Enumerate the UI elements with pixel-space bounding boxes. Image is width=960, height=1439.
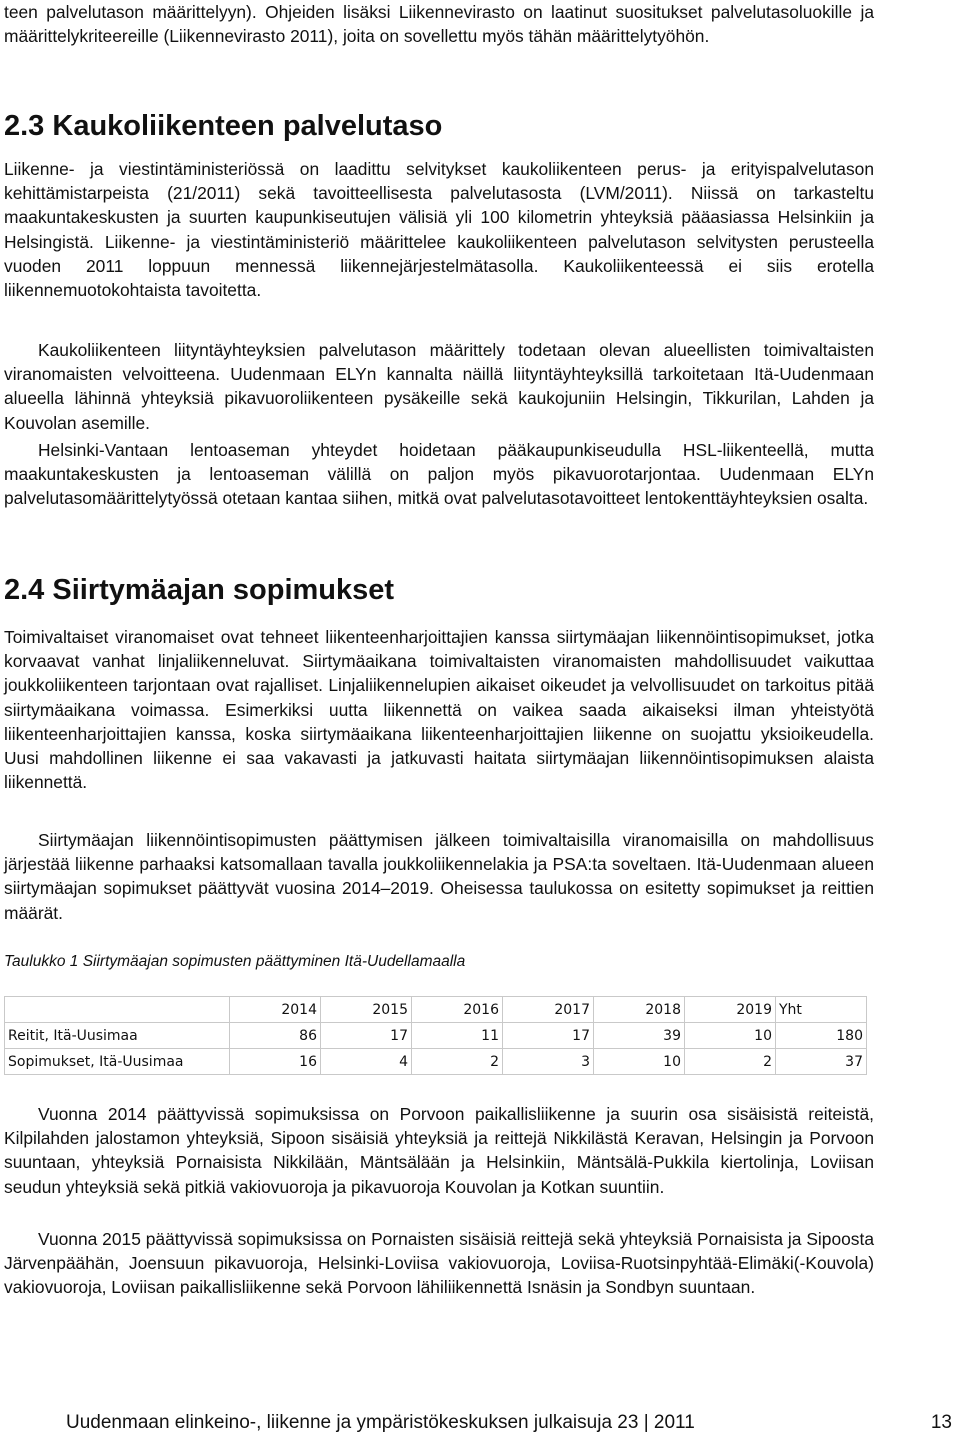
- row-label: Sopimukset, Itä-Uusimaa: [5, 1049, 230, 1075]
- page-number: 13: [930, 1412, 952, 1433]
- table-corner-cell: [5, 997, 230, 1023]
- table-cell: 86: [230, 1023, 321, 1049]
- table-cell: 17: [321, 1023, 412, 1049]
- row-label: Reitit, Itä-Uusimaa: [5, 1023, 230, 1049]
- year-header: 2016: [412, 997, 503, 1023]
- section-2-3-paragraph-3: Helsinki-Vantaan lentoaseman yhteydet hoidetaan pääkaupunkiseudulla HSL-liikenteellä, mutta maakuntakeskusten ja lentoaseman välillä on paljon myös pikavuorotarjontaa. Uudenmaan ELYn palvelutasomäärittelytyössä otetaan kantaa siihen, mitkä ovat palvelutasotavoitteet lentokenttäyhteyksien osalta.: [4, 440, 874, 509]
- after-table-paragraph-1: Vuonna 2014 päättyvissä sopimuksissa on Porvoon paikallisliikenne ja suurin osa sisäisistä reiteistä, Kilpilahden jalostamon yhteyksiä, Sipoon sisäisiä yhteyksiä ja reittejä Nikkilästä Keravan, Helsingin ja Porvoon suuntaan, yhteyksiä Pornaisista Nikkilään, Mäntsälään ja Helsinkiin, Mäntsälä-Pukkila kiertolinja, Loviisan seudun yhteyksiä sekä pitkiä vakiovuoroja ja pikavuoroja Kouvolan ja Kotkan suuntiin.: [4, 1104, 874, 1197]
- year-header: 2014: [230, 997, 321, 1023]
- total-header: Yht: [776, 997, 867, 1023]
- table-cell: 3: [503, 1049, 594, 1075]
- year-header: 2015: [321, 997, 412, 1023]
- table-cell: 4: [321, 1049, 412, 1075]
- contracts-table: [4, 996, 867, 1075]
- table-row: [5, 1049, 867, 1075]
- year-header: 2018: [594, 997, 685, 1023]
- table-cell: 17: [503, 1023, 594, 1049]
- section-heading-2-3: 2.3 Kaukoliikenteen palvelutaso: [4, 110, 443, 142]
- year-header: 2017: [503, 997, 594, 1023]
- after-table-paragraph-2: Vuonna 2015 päättyvissä sopimuksissa on Pornaisten sisäisiä reittejä sekä yhteyksiä Pornaisista ja Sipoosta Järvenpäähän, Joensuun pikavuoroja, Helsinki-Loviisa vakiovuoroja, Loviisa-Ruotsinpyhtää-Elimäki(-Kouvola) vakiovuoroja, Loviisan paikallisliikenne sekä Porvoon lähiliikennettä Isnäsin ja Sondbyn suuntaan.: [4, 1229, 874, 1298]
- section-2-4-paragraph-2: Siirtymäajan liikennöintisopimusten päättymisen jälkeen toimivaltaisilla viranomaisilla on mahdollisuus järjestää liikenne parhaaksi katsomallaan tavalla joukkoliikennelakia ja PSA:ta soveltaen. Itä-Uudenmaan alueen siirtymäajan sopimukset päättyvät vuosina 2014–2019. Oheisessa taulukossa on esitetty sopimukset ja reittien määrät.: [4, 830, 874, 923]
- footer-publication: Uudenmaan elinkeino-, liikenne ja ympäristökeskuksen julkaisuja 23 | 2011: [66, 1412, 695, 1433]
- table-cell: 10: [594, 1049, 685, 1075]
- table-cell: 39: [594, 1023, 685, 1049]
- table-cell: 16: [230, 1049, 321, 1075]
- table-cell: 10: [685, 1023, 776, 1049]
- section-heading-2-4: 2.4 Siirtymäajan sopimukset: [4, 574, 395, 606]
- table-row: [5, 1023, 867, 1049]
- table-cell: 11: [412, 1023, 503, 1049]
- section-2-4-paragraph-1: Toimivaltaiset viranomaiset ovat tehneet liikenteenharjoittajien kanssa siirtymäajan liikennöintisopimukset, jotka korvaavat vanhat linjaliikenneluvat. Siirtymäaikana toimivaltaisten viranomaisten mahdollisuudet vaikuttaa joukkoliikenteen tarjontaan ovat rajalliset. Linjaliikennelupien aikaiset oikeudet ja velvollisuudet on tarkoitus pitää siirtymäaikana voimassa. Esimerkiksi uutta liikennettä on vaikea saada aikaiseksi ilman yhteistyötä liikenteenharjoittajien kanssa, koska siirtymäaikana liikenteenharjoittajien liikenne on suojattu yksioikeudella. Uusi mahdollinen liikenne ei saa vakavasti ja jatkuvasti haitata siirtymäajan liikennöintisopimuksen alaista liikennettä.: [4, 627, 874, 793]
- section-2-3-paragraph-2: Kaukoliikenteen liityntäyhteyksien palvelutason määrittely todetaan olevan alueellisten toimivaltaisten viranomaisten velvoitteena. Uudenmaan ELYn kannalta näillä liityntäyhteyksillä tarkoitetaan Itä-Uudenmaan alueella lähinnä yhteyksiä pikavuoroliikenteen pysäkeille sekä kaukojuniin Helsingin, Tikkurilan, Lahden ja Kouvolan asemille.: [4, 340, 874, 433]
- table-header-row: [5, 997, 867, 1023]
- row-total: 180: [776, 1023, 867, 1049]
- row-total: 37: [776, 1049, 867, 1075]
- year-header: 2019: [685, 997, 776, 1023]
- table-cell: 2: [412, 1049, 503, 1075]
- table-cell: 2: [685, 1049, 776, 1075]
- section-2-3-paragraph-1: Liikenne- ja viestintäministeriössä on laadittu selvitykset kaukoliikenteen perus- ja erityispalvelutason kehittämistarpeista (21/2011) sekä tavoitteellisesta palvelutasosta (LVM/2011). Niissä on tarkasteltu maakuntakeskusten ja suurten kaupunkiseutujen välisiä yli 100 kilometrin yhteyksiä pääasiassa Helsinkiin ja Helsingistä. Liikenne- ja viestintäministeriö määrittelee kaukoliikenteen palvelutason selvitysten perusteella vuoden 2011 loppuun mennessä liikennejärjestelmätasolla. Kaukoliikenteessä ei siis erotella liikennemuotokohtaista tavoitetta.: [4, 159, 874, 301]
- intro-paragraph: teen palvelutason määrittelyyn). Ohjeiden lisäksi Liikennevirasto on laatinut suositukset palvelutasoluokille ja määrittelykriteereille (Liikennevirasto 2011), joita on sovellettu myös tähän määrittelytyöhön.: [4, 2, 874, 47]
- table-caption: Taulukko 1 Siirtymäajan sopimusten päättyminen Itä-Uudellamaalla: [4, 953, 466, 970]
